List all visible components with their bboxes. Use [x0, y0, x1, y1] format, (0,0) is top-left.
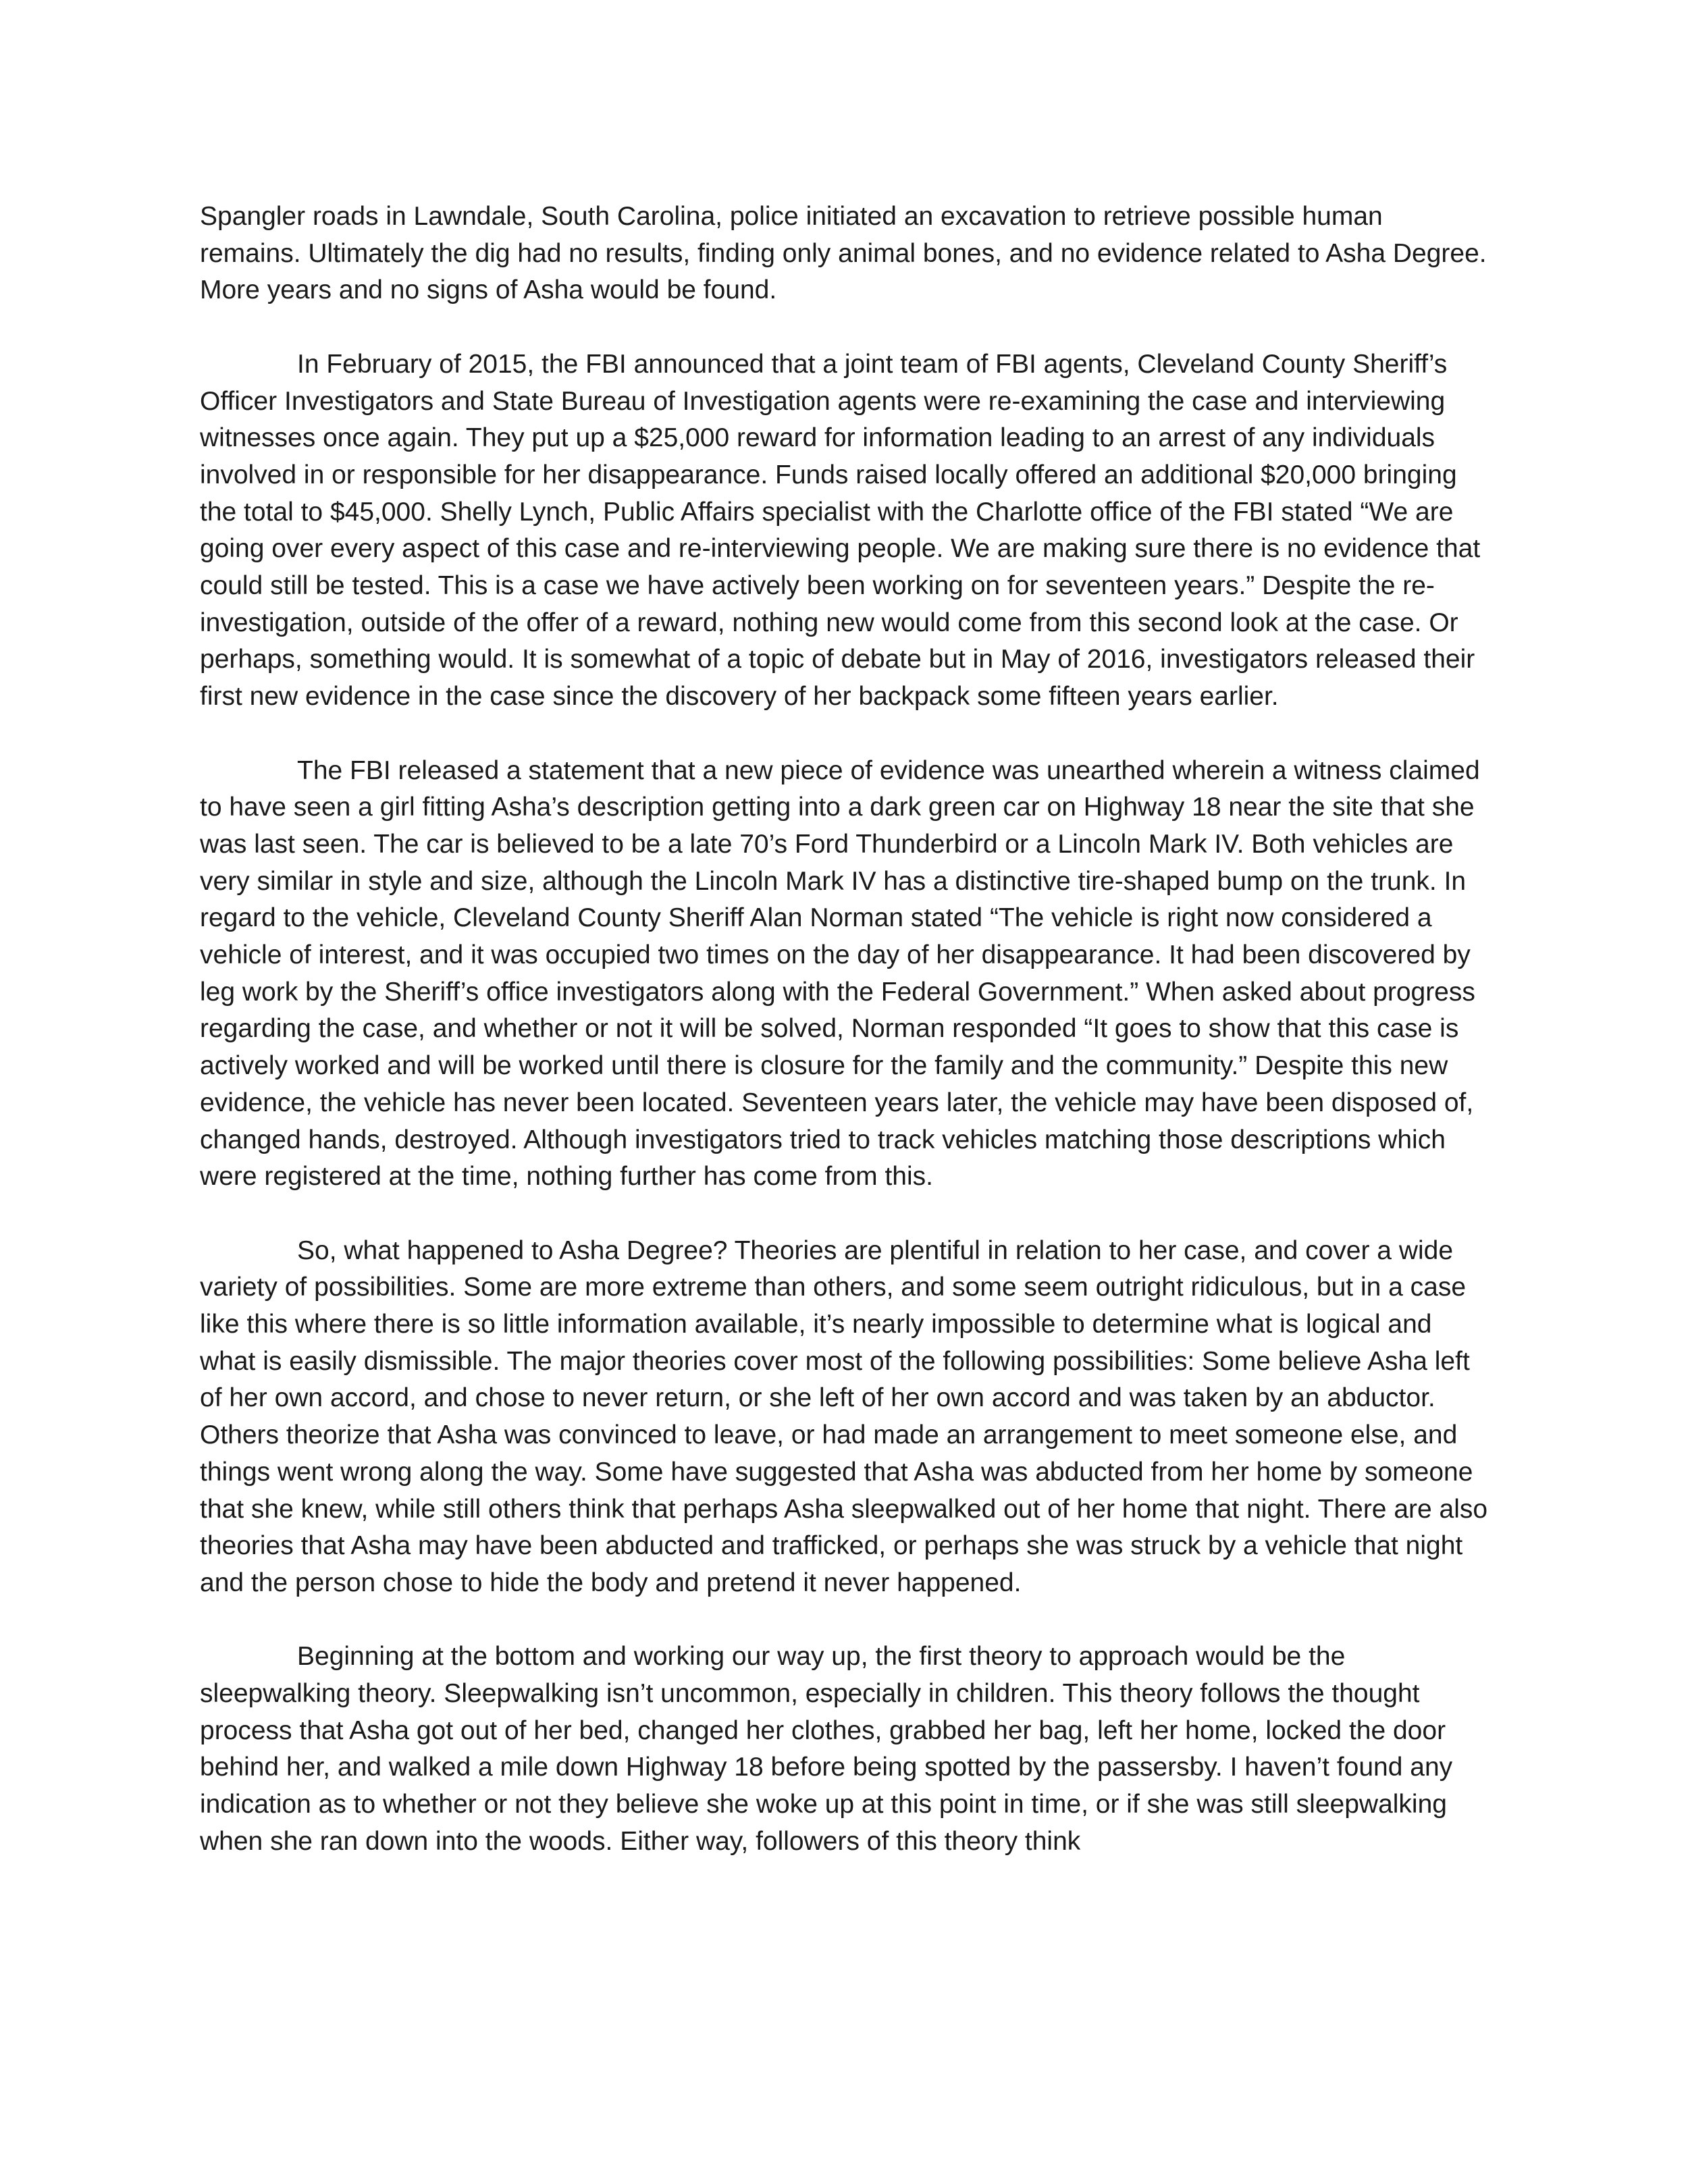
paragraph-theories-overview: So, what happened to Asha Degree? Theories are plentiful in relation to her case, and cover a wide variety of possibilities. Some are more extreme than others, and some seem outright ridiculous, but in a case like this where there is so little information available, it’s nearly impossible to determine what is logical and what is easily dismissible. The major theories cover most of the following possibilities: Some believe Asha left of her own accord, and chose to never return, or she left of her own accord and was taken by an abductor. Others theorize that Asha was convinced to leave, or had made an arrangement to meet someone else, and things went wrong along the way. Some have suggested that Asha was abducted from her home by someone that she knew, while still others think that perhaps Asha sleepwalked out of her home that night. There are also theories that Asha may have been abducted and trafficked, or perhaps she was struck by a vehicle that night and the person chose to hide the body and pretend it never happened. — [200, 1235, 1488, 1597]
paragraph-excavation: Spangler roads in Lawndale, South Carolina, police initiated an excavation to retrieve possible human remains. Ultimately the dig had no results, finding only animal bones, and no evidence related to Asha Degree. More years and no signs of Asha would be found. — [200, 202, 1487, 305]
document-body — [200, 198, 1489, 1897]
paragraph-fbi-reinvestigation: In February of 2015, the FBI announced that a joint team of FBI agents, Cleveland County Sheriff’s Officer Investigators and State Bureau of Investigation agents were re-examining the case and interviewing witnesses once again. They put up a $25,000 reward for information leading to an arrest of any individuals involved in or responsible for her disappearance. Funds raised locally offered an additional $20,000 bringing the total to $45,000. Shelly Lynch, Public Affairs specialist with the Charlotte office of the FBI stated “We are going over every aspect of this case and re-interviewing people. We are making sure there is no evidence that could still be tested. This is a case we have actively been working on for seventeen years.” Despite the re-investigation, outside of the offer of a reward, nothing new would come from this second look at the case. Or perhaps, something would. It is somewhat of a topic of debate but in May of 2016, investigators released their first new evidence in the case since the discovery of her backpack some fifteen years earlier. — [200, 349, 1481, 712]
paragraph-vehicle-evidence: The FBI released a statement that a new piece of evidence was unearthed wherein a witness claimed to have seen a girl fitting Asha’s description getting into a dark green car on Highway 18 near the site that she was last seen. The car is believed to be a late 70’s Ford Thunderbird or a Lincoln Mark IV. Both vehicles are very similar in style and size, although the Lincoln Mark IV has a distinctive tire-shaped bump on the trunk. In regard to the vehicle, Cleveland County Sheriff Alan Norman stated “The vehicle is right now considered a vehicle of interest, and it was occupied two times on the day of her disappearance. It had been discovered by leg work by the Sheriff’s office investigators along with the Federal Government.” When asked about progress regarding the case, and whether or not it will be solved, Norman responded “It goes to show that this case is actively worked and will be worked until there is closure for the family and the community.” Despite this new evidence, the vehicle has never been located. Seventeen years later, the vehicle may have been disposed of, changed hands, destroyed. Although investigators tried to track vehicles matching those descriptions which were registered at the time, nothing further has come from this. — [200, 755, 1480, 1192]
paragraph-sleepwalking-theory: Beginning at the bottom and working our way up, the first theory to approach would be the sleepwalking theory. Sleepwalking isn’t uncommon, especially in children. This theory follows the thought process that Asha got out of her bed, changed her clothes, grabbed her bag, left her home, locked the door behind her, and walked a mile down Highway 18 before being spotted by the passersby. I haven’t found any indication as to whether or not they believe she woke up at this point in time, or if she was still sleepwalking when she ran down into the woods. Either way, followers of this theory think — [200, 1642, 1453, 1856]
